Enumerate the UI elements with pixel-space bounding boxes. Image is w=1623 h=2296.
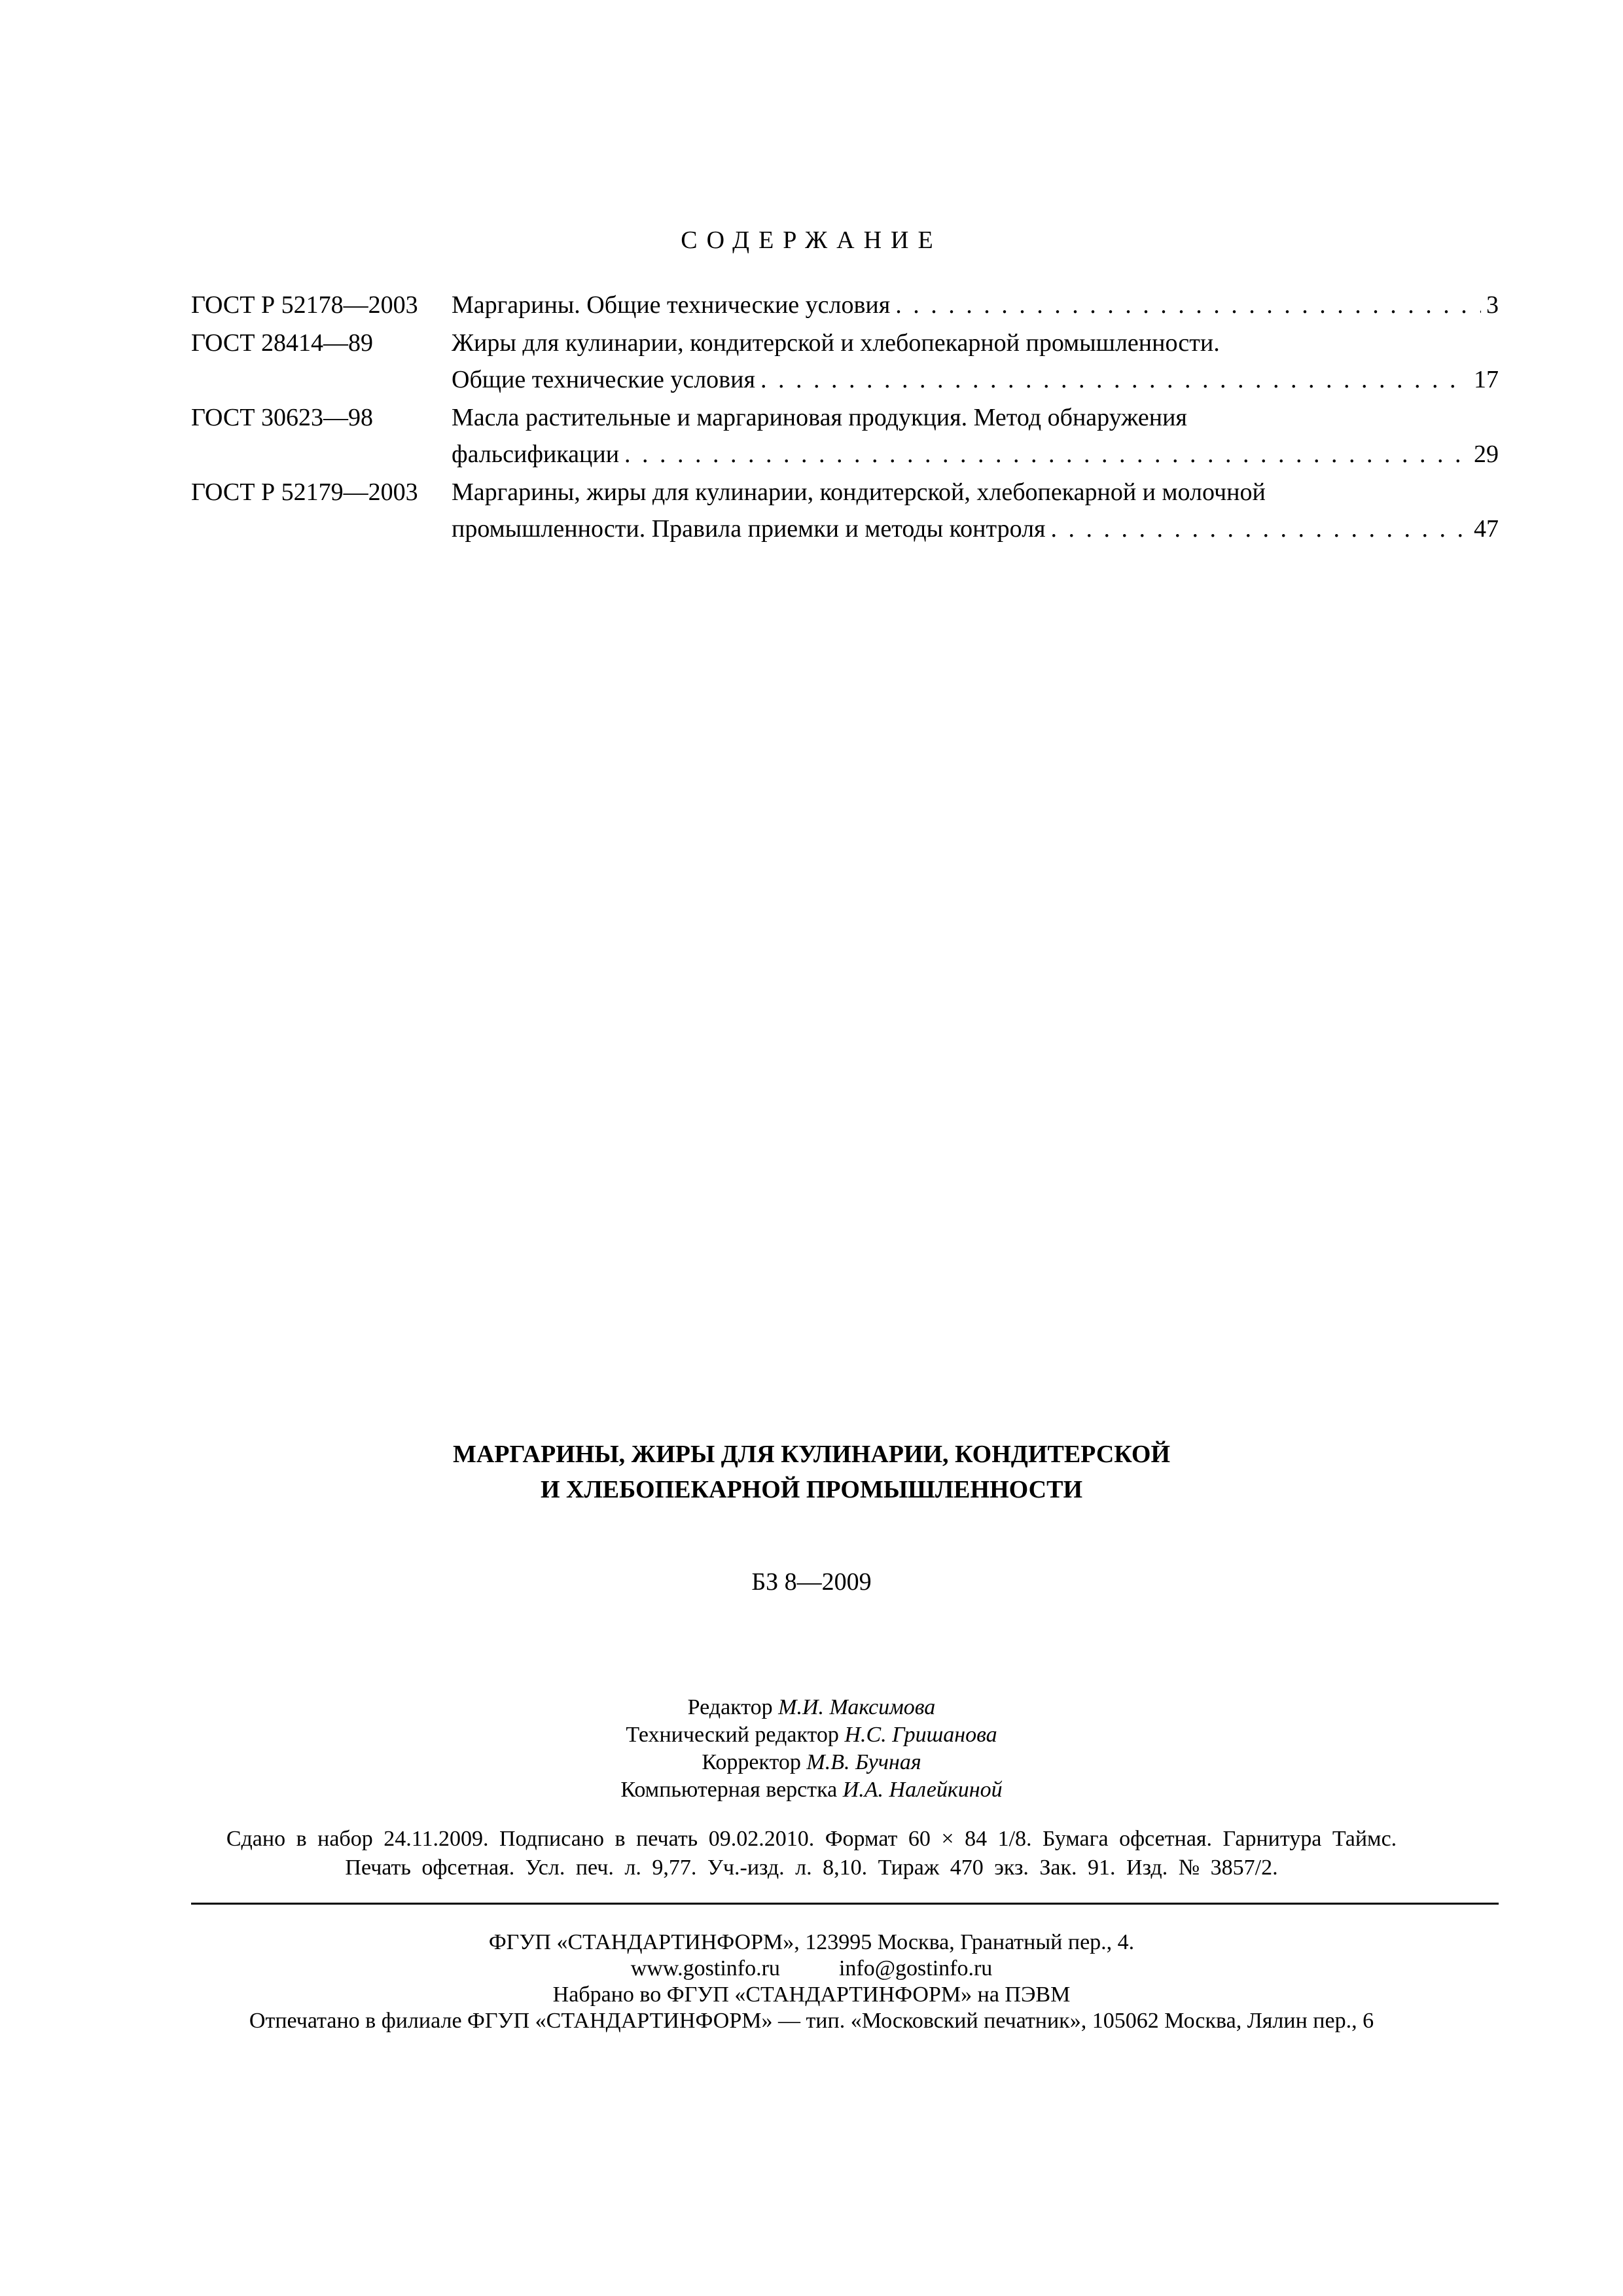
printed-note: Отпечатано в филиале ФГУП «СТАНДАРТИНФОРМ» — тип. «Московский печатник», 105062 Москва, Лялин пер., 6 bbox=[249, 2009, 1374, 2033]
toc-entry-title: Маргарины, жиры для кулинарии, кондитерской, хлебопекарной и молочной bbox=[452, 478, 1266, 506]
toc-heading: СОДЕРЖАНИЕ bbox=[681, 226, 942, 254]
toc-entry-page: 17 bbox=[1474, 366, 1499, 393]
toc-entry bbox=[191, 474, 1499, 547]
credit-line bbox=[0, 1776, 1623, 1804]
book-title bbox=[0, 1437, 1623, 1507]
credit-name: И.А. Налейкиной bbox=[842, 1778, 1003, 1802]
toc-entry-code: ГОСТ 28414—89 bbox=[191, 329, 373, 357]
toc-entry-page: 47 bbox=[1474, 515, 1499, 543]
credit-role: Редактор bbox=[687, 1695, 773, 1719]
credits-block bbox=[0, 1694, 1623, 1804]
toc-dot-leader bbox=[895, 287, 1481, 323]
toc-entry bbox=[191, 325, 1499, 398]
toc-entry-title-continued: Общие технические условия bbox=[452, 366, 755, 393]
toc-entry-code: ГОСТ Р 52179—2003 bbox=[191, 478, 418, 506]
credit-name: М.И. Максимова bbox=[778, 1695, 936, 1719]
toc-entry-code: ГОСТ 30623—98 bbox=[191, 404, 373, 431]
credit-role: Технический редактор bbox=[626, 1723, 839, 1747]
credit-line bbox=[0, 1694, 1623, 1721]
toc-dot-leader bbox=[1051, 511, 1469, 547]
toc-entry bbox=[191, 287, 1499, 323]
credit-line bbox=[0, 1749, 1623, 1776]
imprint-line: Печать офсетная. Усл. печ. л. 9,77. Уч.-изд. л. 8,10. Тираж 470 экз. Зак. 91. Изд. № 3857/2. bbox=[345, 1856, 1278, 1880]
toc-dot-leader bbox=[624, 436, 1469, 473]
book-title-line: И ХЛЕБОПЕКАРНОЙ ПРОМЫШЛЕННОСТИ bbox=[540, 1476, 1083, 1503]
toc-entry-title: Жиры для кулинарии, кондитерской и хлебопекарной промышленности. bbox=[452, 329, 1220, 357]
collection-code: БЗ 8—2009 bbox=[751, 1568, 872, 1596]
toc-entry-title-continued: фальсификации bbox=[452, 440, 620, 468]
toc-entry-title: Маргарины. Общие технические условия bbox=[452, 291, 891, 319]
credit-role: Компьютерная верстка bbox=[620, 1778, 838, 1802]
toc-entry bbox=[191, 399, 1499, 473]
book-title-line: МАРГАРИНЫ, ЖИРЫ ДЛЯ КУЛИНАРИИ, КОНДИТЕРСКОЙ bbox=[452, 1441, 1171, 1468]
table-of-contents bbox=[191, 287, 1499, 548]
credit-name: М.В. Бучная bbox=[806, 1750, 921, 1774]
credit-name: Н.С. Гришанова bbox=[844, 1723, 997, 1747]
credit-role: Корректор bbox=[702, 1750, 801, 1774]
toc-entry-code: ГОСТ Р 52178—2003 bbox=[191, 291, 418, 319]
imprint-block bbox=[0, 1825, 1623, 1882]
toc-entry-page: 3 bbox=[1486, 291, 1499, 319]
credit-line bbox=[0, 1721, 1623, 1749]
publisher-block bbox=[0, 1929, 1623, 2034]
toc-entry-title-continued: промышленности. Правила приемки и методы контроля bbox=[452, 515, 1046, 543]
publisher-website: www.gostinfo.ru bbox=[630, 1956, 780, 1981]
typeset-note: Набрано во ФГУП «СТАНДАРТИНФОРМ» на ПЭВМ bbox=[552, 1982, 1071, 2007]
imprint-line: Сдано в набор 24.11.2009. Подписано в печать 09.02.2010. Формат 60 × 84 1/8. Бумага офсетная. Гарнитура Таймс. bbox=[226, 1827, 1397, 1851]
publisher-address: ФГУП «СТАНДАРТИНФОРМ», 123995 Москва, Гранатный пер., 4. bbox=[488, 1930, 1135, 1954]
toc-entry-title: Масла растительные и маргариновая продукция. Метод обнаружения bbox=[452, 404, 1187, 431]
horizontal-rule bbox=[191, 1903, 1499, 1905]
toc-entry-page: 29 bbox=[1474, 440, 1499, 468]
toc-dot-leader bbox=[760, 361, 1469, 398]
publisher-contacts bbox=[0, 1956, 1623, 1982]
publisher-email: info@gostinfo.ru bbox=[838, 1956, 993, 1981]
